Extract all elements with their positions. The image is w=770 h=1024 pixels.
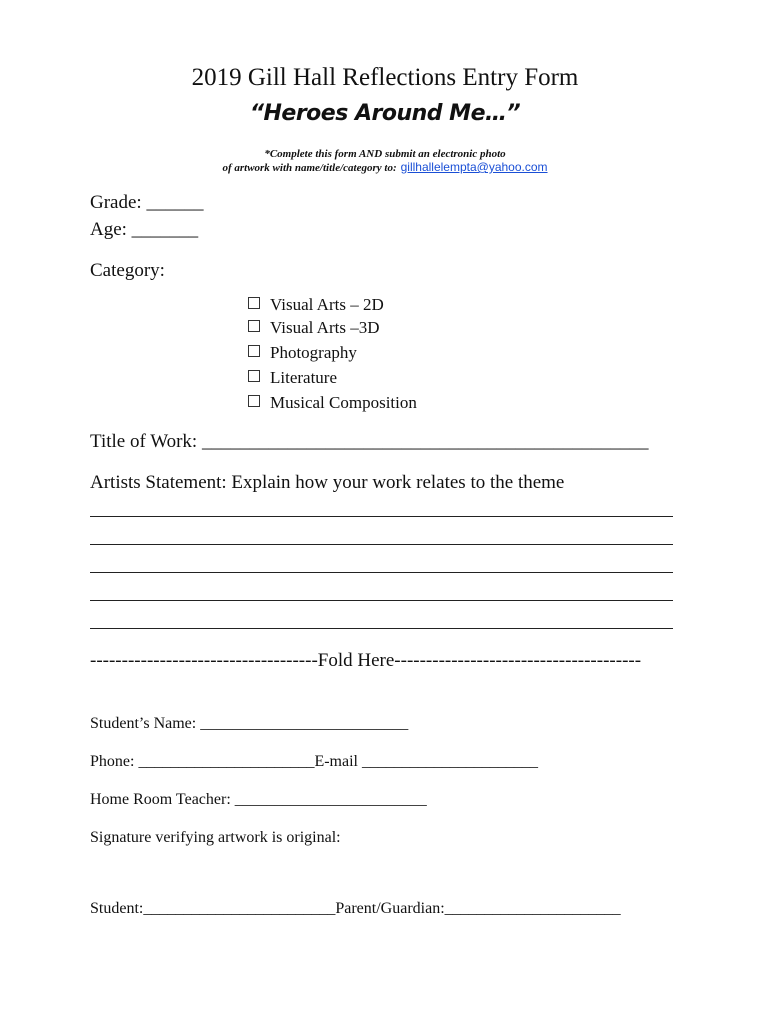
category-label: Category: bbox=[90, 260, 165, 281]
category-option-visual-arts-2d[interactable] bbox=[248, 295, 384, 315]
category-label-text: Visual Arts – 2D bbox=[270, 295, 384, 314]
fold-line: ------------------------------------Fold Here--------------------------------------- bbox=[90, 650, 642, 671]
checkbox-icon[interactable] bbox=[248, 297, 260, 309]
statement-line[interactable] bbox=[90, 544, 673, 545]
statement-line[interactable] bbox=[90, 516, 673, 517]
statement-line[interactable] bbox=[90, 600, 673, 601]
category-label-text: Photography bbox=[270, 343, 357, 362]
instructions-line-2 bbox=[0, 160, 770, 174]
category-label-text: Visual Arts –3D bbox=[270, 318, 380, 337]
age-field: Age: _______ bbox=[90, 219, 199, 240]
checkbox-icon[interactable] bbox=[248, 370, 260, 382]
statement-line[interactable] bbox=[90, 628, 673, 629]
category-option-photography[interactable] bbox=[248, 343, 357, 363]
category-label-text: Literature bbox=[270, 368, 338, 387]
form-title: 2019 Gill Hall Reflections Entry Form bbox=[191, 64, 579, 91]
instructions-text: of artwork with name/title/category to: bbox=[222, 162, 397, 174]
checkbox-icon[interactable] bbox=[248, 345, 260, 357]
phone-email-field: Phone: ______________________E-mail ______________________ bbox=[90, 753, 538, 770]
category-label-text: Musical Composition bbox=[270, 393, 417, 412]
artist-statement-prompt: Artists Statement: Explain how your work relates to the theme bbox=[90, 472, 565, 493]
signature-fields: Student:________________________Parent/Guardian:______________________ bbox=[90, 900, 621, 917]
grade-field: Grade: ______ bbox=[90, 192, 204, 213]
category-option-visual-arts-3d[interactable] bbox=[248, 318, 379, 338]
title-of-work-field: Title of Work: _______________________________________________ bbox=[90, 431, 649, 452]
home-room-teacher-field: Home Room Teacher: ________________________ bbox=[90, 791, 427, 808]
category-option-literature[interactable] bbox=[248, 368, 337, 388]
signature-prompt: Signature verifying artwork is original: bbox=[90, 829, 341, 846]
student-name-field: Student’s Name: __________________________ bbox=[90, 715, 409, 732]
checkbox-icon[interactable] bbox=[248, 320, 260, 332]
statement-line[interactable] bbox=[90, 572, 673, 573]
instructions-line-1: *Complete this form AND submit an electronic photo bbox=[264, 148, 506, 160]
checkbox-icon[interactable] bbox=[248, 395, 260, 407]
category-option-musical-composition[interactable] bbox=[248, 393, 417, 413]
email-link[interactable]: gillhallelempta@yahoo.com bbox=[400, 160, 548, 174]
theme-title: “Heroes Around Me…” bbox=[249, 101, 521, 126]
